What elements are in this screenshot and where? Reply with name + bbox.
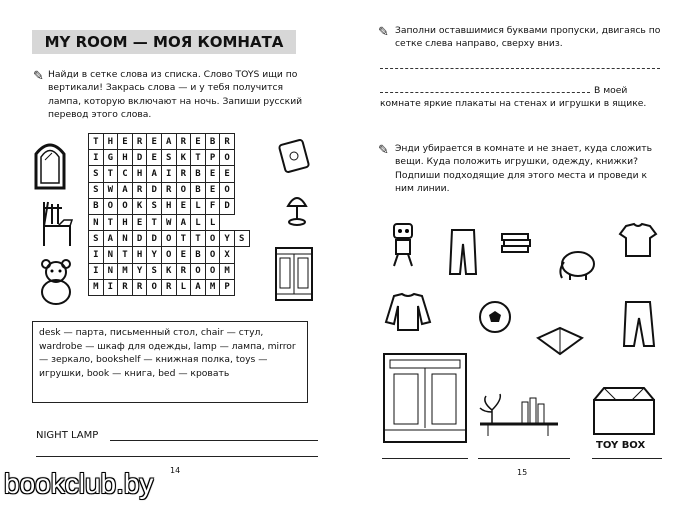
grid-cell[interactable]: T [191, 150, 206, 166]
grid-cell[interactable]: D [147, 182, 162, 198]
grid-cell[interactable]: L [191, 198, 206, 214]
grid-cell[interactable]: C [118, 166, 133, 182]
grid-cell[interactable]: S [147, 198, 162, 214]
chair-icon [38, 200, 78, 250]
lamp-icon [284, 192, 310, 228]
grid-cell[interactable]: R [118, 279, 133, 295]
grid-cell[interactable]: N [89, 214, 104, 230]
grid-cell[interactable]: M [89, 279, 104, 295]
grid-cell[interactable]: T [89, 134, 104, 150]
open-book-icon [536, 324, 584, 358]
grid-cell[interactable]: A [176, 214, 191, 230]
fill-line[interactable] [380, 68, 660, 69]
toy-box-label: TOY BOX [596, 440, 646, 451]
grid-cell[interactable]: D [132, 231, 147, 247]
grid-cell[interactable]: N [118, 231, 133, 247]
grid-cell[interactable]: I [89, 247, 104, 263]
word-search-grid[interactable] [88, 133, 250, 296]
page-number-right: 15 [517, 468, 528, 477]
grid-cell[interactable]: H [103, 134, 118, 150]
grid-cell[interactable]: I [89, 150, 104, 166]
answer-line[interactable] [478, 458, 570, 459]
grid-cell[interactable]: E [147, 134, 162, 150]
grid-cell[interactable]: H [132, 247, 147, 263]
grid-cell[interactable]: O [220, 150, 235, 166]
pencil-icon: ✎ [33, 69, 44, 84]
grid-cell[interactable]: O [161, 231, 176, 247]
grid-cell[interactable]: D [220, 198, 235, 214]
grid-cell[interactable]: O [147, 279, 162, 295]
grid-cell[interactable]: A [118, 182, 133, 198]
answer-line-2[interactable] [36, 456, 318, 457]
grid-cell[interactable]: F [205, 198, 220, 214]
answer-line[interactable] [382, 458, 468, 459]
grid-cell[interactable]: S [89, 182, 104, 198]
grid-cell[interactable]: O [161, 247, 176, 263]
grid-cell[interactable]: H [132, 166, 147, 182]
grid-cell[interactable]: E [191, 134, 206, 150]
grid-cell[interactable]: M [205, 279, 220, 295]
grid-cell[interactable]: O [220, 182, 235, 198]
grid-cell[interactable]: O [118, 198, 133, 214]
grid-cell[interactable]: H [118, 150, 133, 166]
grid-cell[interactable]: A [147, 166, 162, 182]
grid-cell[interactable]: B [89, 198, 104, 214]
grid-cell[interactable]: R [161, 182, 176, 198]
mirror-icon [30, 138, 70, 190]
grid-cell[interactable]: L [205, 214, 220, 230]
right-instruction-2: Энди убирается в комнате и не знает, куда сложить вещи. Куда положить игрушки, одежду, книжки? Подпиши подходящие для этого места и проведи к ним линии. [395, 143, 652, 195]
grid-row [89, 279, 250, 295]
grid-row [89, 214, 250, 230]
toy-bear-icon [36, 260, 76, 306]
grid-cell[interactable]: E [147, 150, 162, 166]
grid-cell[interactable]: S [89, 231, 104, 247]
grid-cell[interactable]: L [176, 279, 191, 295]
trousers-icon [448, 228, 478, 276]
right-instruction-1: Заполни оставшимися буквами пропуски, двигаясь по сетке слева направо, сверху вниз. [395, 25, 661, 50]
grid-cell[interactable]: E [220, 166, 235, 182]
grid-row [89, 247, 250, 263]
sweater-icon [384, 292, 432, 332]
wardrobe-place-icon [382, 352, 468, 444]
grid-cell[interactable]: M [220, 263, 235, 279]
grid-cell[interactable]: R [161, 279, 176, 295]
answer-label: NIGHT LAMP [36, 430, 99, 441]
grid-cell[interactable]: S [161, 150, 176, 166]
grid-cell[interactable]: Y [132, 263, 147, 279]
grid-cell[interactable]: I [161, 166, 176, 182]
vocabulary-box: desk — парта, письменный стол, chair — стул, wardrobe — шкаф для одежды, lamp — лампа, mirror — зеркало, bookshelf — книжная полка, toys — игрушки, book — книга, bed — кровать [32, 321, 308, 403]
grid-cell[interactable]: R [176, 134, 191, 150]
grid-cell[interactable]: X [220, 247, 235, 263]
pencil-icon: ✎ [378, 25, 389, 40]
grid-cell[interactable]: E [132, 214, 147, 230]
grid-cell[interactable]: A [103, 231, 118, 247]
robot-toy-icon [386, 222, 422, 268]
tshirt-icon [618, 222, 658, 258]
grid-cell[interactable]: K [132, 198, 147, 214]
grid-cell[interactable]: D [132, 150, 147, 166]
grid-cell[interactable]: S [89, 166, 104, 182]
grid-cell[interactable]: I [89, 263, 104, 279]
book-icon [278, 136, 312, 174]
grid-cell[interactable]: R [132, 279, 147, 295]
pencil-icon: ✎ [378, 143, 389, 158]
books-stack-icon [500, 232, 532, 254]
grid-cell[interactable]: N [103, 263, 118, 279]
grid-cell[interactable]: O [205, 263, 220, 279]
grid-cell[interactable]: O [176, 182, 191, 198]
grid-cell[interactable]: E [118, 134, 133, 150]
grid-cell[interactable]: K [161, 263, 176, 279]
sentence-tail: В моей комнате яркие плакаты на стенах и игрушки в ящике. [380, 85, 647, 110]
grid-cell[interactable]: M [118, 263, 133, 279]
grid-cell[interactable]: S [147, 263, 162, 279]
sport-pants-icon [622, 300, 656, 350]
grid-cell[interactable]: O [103, 198, 118, 214]
grid-cell[interactable]: L [191, 214, 206, 230]
answer-line[interactable] [110, 440, 318, 441]
grid-cell[interactable]: A [191, 279, 206, 295]
grid-cell[interactable]: E [176, 247, 191, 263]
watermark: bookclub.by [4, 468, 154, 499]
grid-cell[interactable]: B [191, 247, 206, 263]
grid-cell[interactable]: H [118, 214, 133, 230]
grid-cell[interactable]: B [205, 134, 220, 150]
grid-cell[interactable]: B [191, 166, 206, 182]
grid-cell[interactable]: R [132, 134, 147, 150]
grid-cell[interactable]: E [205, 166, 220, 182]
grid-row [89, 150, 250, 166]
grid-cell[interactable]: W [161, 214, 176, 230]
grid-row [89, 231, 250, 247]
grid-cell[interactable]: P [205, 150, 220, 166]
ball-icon [478, 300, 512, 334]
grid-cell[interactable]: R [132, 182, 147, 198]
grid-cell[interactable]: K [176, 150, 191, 166]
grid-cell[interactable]: E [205, 182, 220, 198]
grid-cell[interactable]: B [191, 182, 206, 198]
grid-row [89, 134, 250, 150]
grid-cell[interactable]: O [191, 263, 206, 279]
toy-elephant-icon [556, 248, 600, 282]
grid-cell[interactable]: T [176, 231, 191, 247]
grid-cell[interactable]: W [103, 182, 118, 198]
toy-box-icon [592, 386, 656, 436]
grid-cell[interactable]: I [103, 279, 118, 295]
grid-cell[interactable]: T [103, 214, 118, 230]
grid-cell[interactable]: D [147, 231, 162, 247]
page-title: MY ROOM — МОЯ КОМНАТА [32, 30, 296, 54]
grid-cell[interactable]: N [103, 247, 118, 263]
grid-cell[interactable]: R [176, 263, 191, 279]
grid-cell[interactable]: E [176, 198, 191, 214]
grid-cell[interactable]: O [205, 247, 220, 263]
grid-cell[interactable]: R [176, 166, 191, 182]
shelf-place-icon [478, 390, 560, 438]
grid-cell[interactable]: H [161, 198, 176, 214]
grid-cell[interactable]: T [191, 231, 206, 247]
grid-cell[interactable]: A [161, 134, 176, 150]
wardrobe-icon [274, 244, 314, 304]
page-number-left: 14 [170, 466, 181, 475]
grid-cell[interactable]: P [220, 279, 235, 295]
grid-row [89, 263, 250, 279]
grid-row [89, 198, 250, 214]
grid-row [89, 182, 250, 198]
grid-cell[interactable]: T [147, 214, 162, 230]
grid-cell[interactable]: G [103, 150, 118, 166]
grid-cell[interactable]: T [118, 247, 133, 263]
grid-cell[interactable]: T [103, 166, 118, 182]
grid-row [89, 166, 250, 182]
grid-cell[interactable]: O [205, 231, 220, 247]
left-instruction: Найди в сетке слова из списка. Слово TOYS ищи по вертикали! Закрась слова — и у тебя получится лампа, которую включают на ночь. Запиши русский перевод этого слова. [48, 69, 303, 121]
grid-cell[interactable]: R [220, 134, 235, 150]
grid-cell[interactable]: Y [147, 247, 162, 263]
answer-line[interactable] [592, 458, 662, 459]
grid-cell[interactable]: Y [220, 231, 235, 247]
grid-cell[interactable]: S [234, 231, 249, 247]
